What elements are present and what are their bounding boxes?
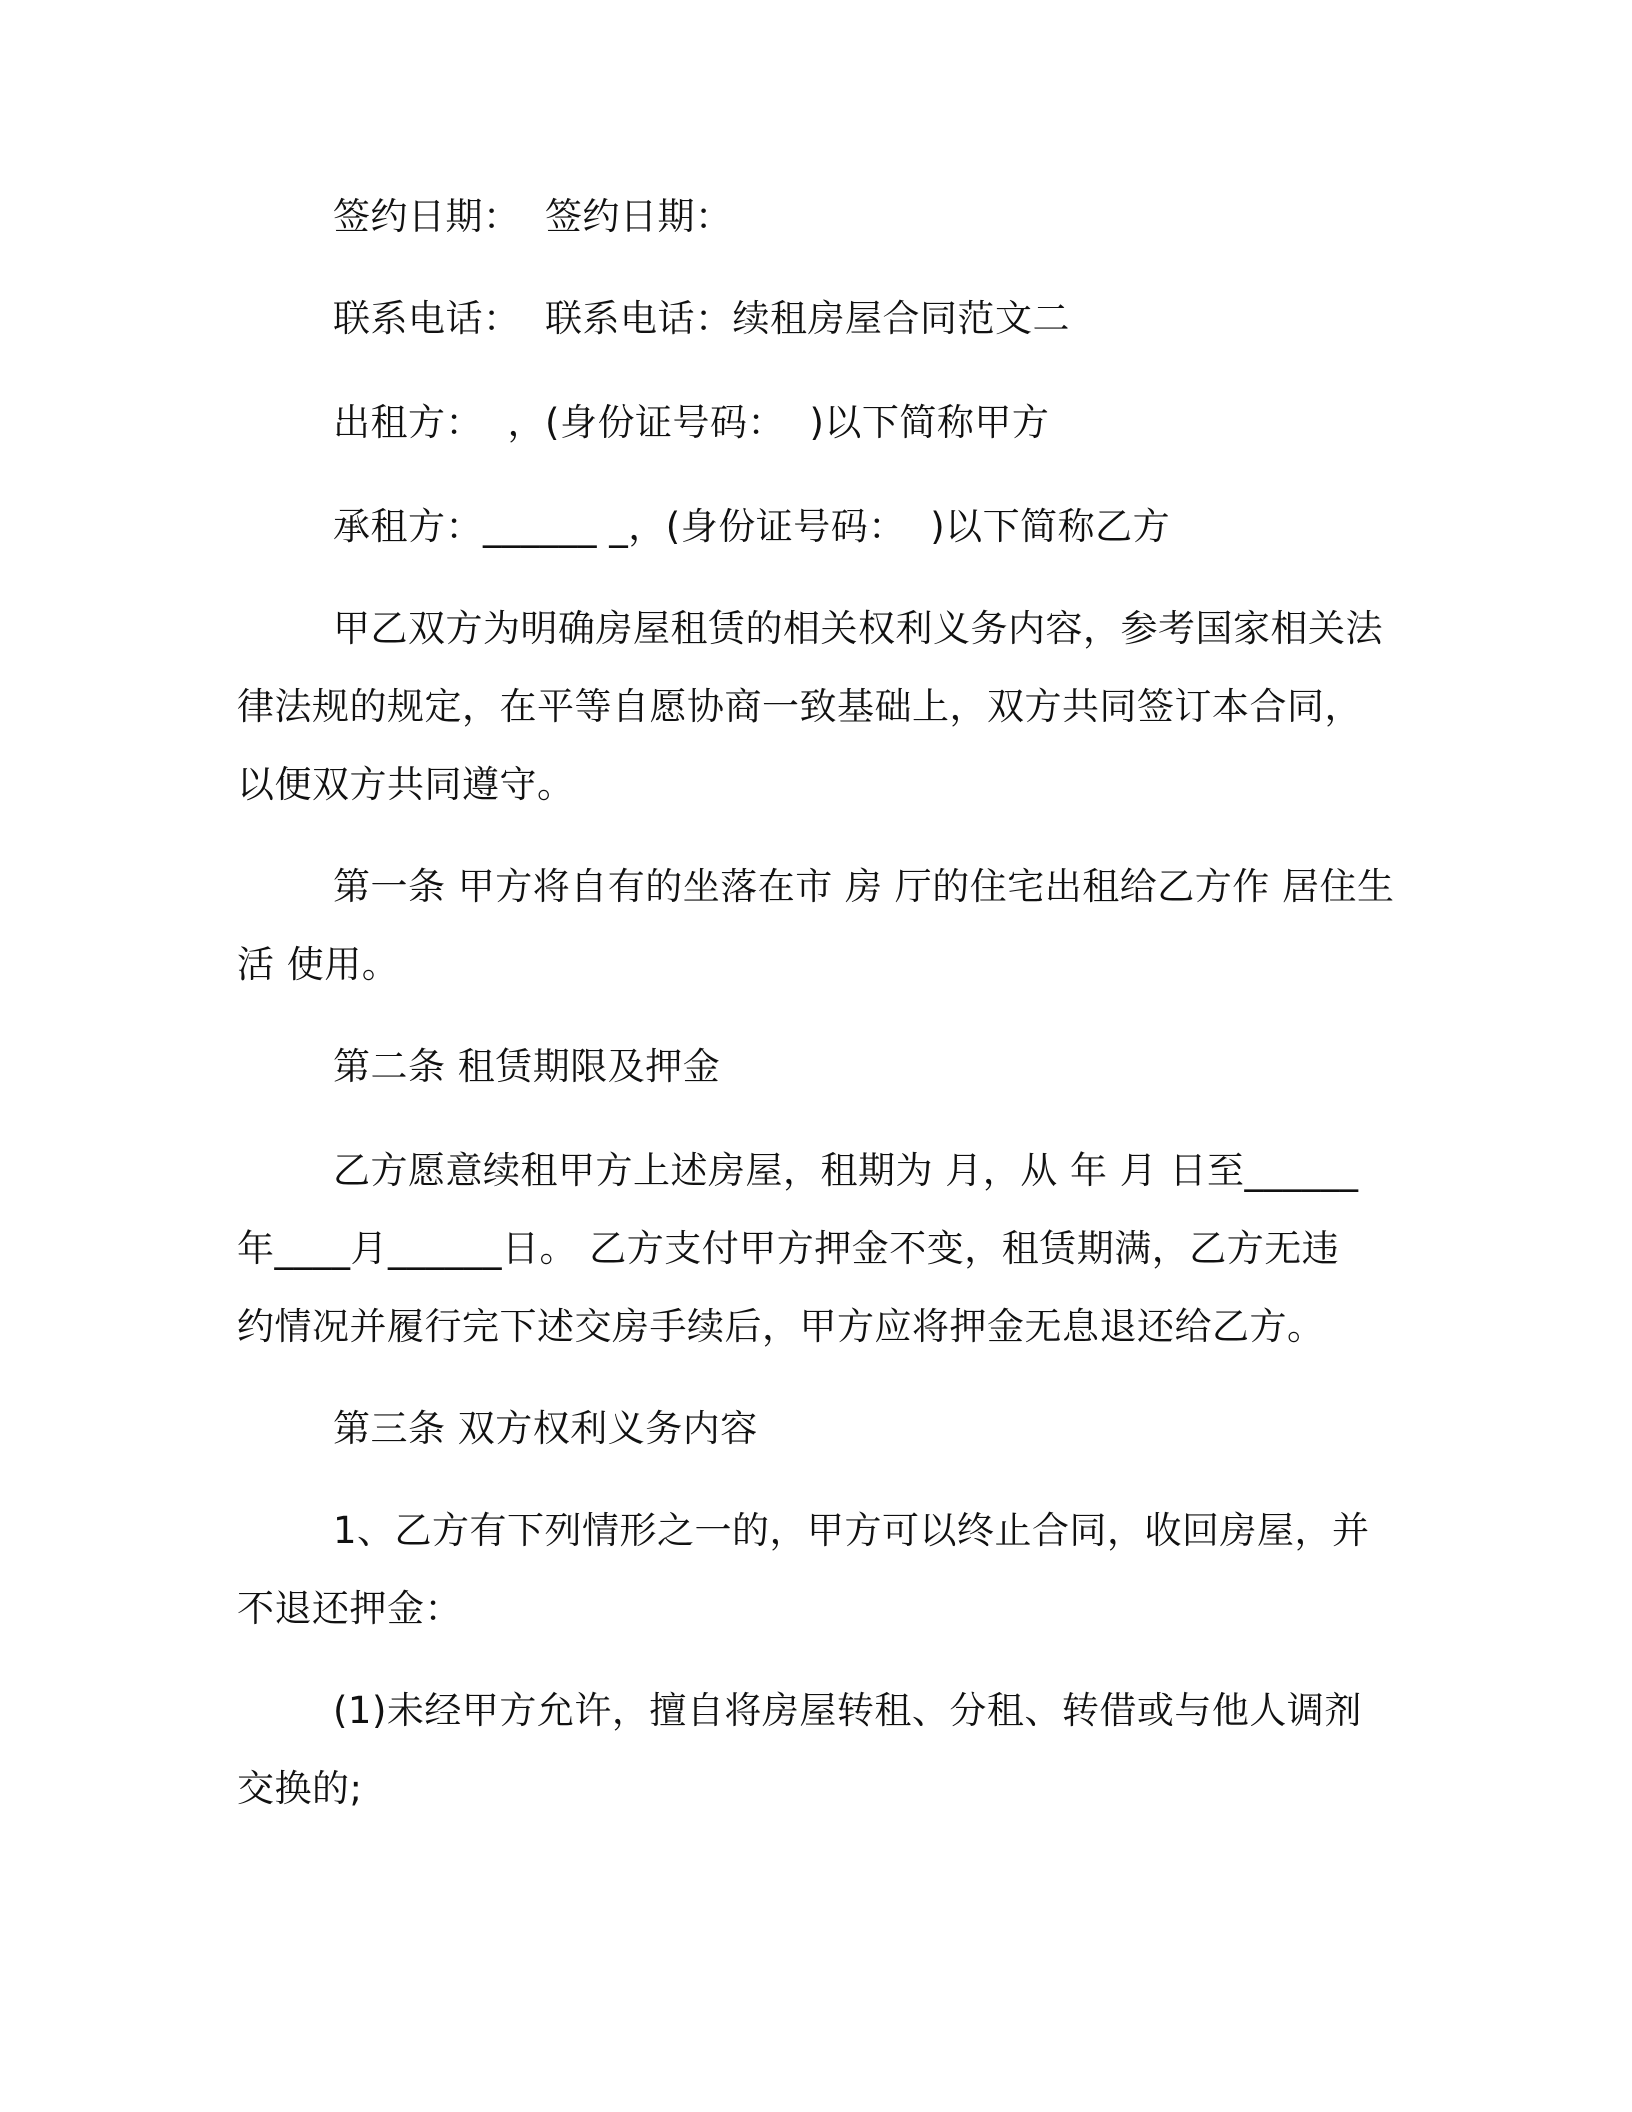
clause-1-1-line-1: (1)未经甲方允许，擅自将房屋转租、分租、转借或与他人调剂 — [333, 1689, 1362, 1732]
clause-1-line-1: 1、乙方有下列情形之一的，甲方可以终止合同，收回房屋，并 — [333, 1509, 1370, 1552]
article-1-line-1: 第一条 甲方将自有的坐落在市 房 厅的住宅出租给乙方作 居住生 — [333, 865, 1395, 908]
preamble-line-2: 律法规的规定，在平等自愿协商一致基础上，双方共同签订本合同， — [237, 685, 1362, 728]
preamble-line-3: 以便双方共同遵守。 — [237, 763, 575, 806]
article-1-line-2: 活 使用。 — [237, 943, 400, 986]
article-2-line-1: 乙方愿意续租甲方上述房屋，租期为 月，从 年 月 日至______ — [333, 1149, 1359, 1192]
lessor-line: 出租方： ，(身份证号码： )以下简称甲方 — [333, 401, 1050, 444]
article-2-line-2: 年____月______日。 乙方支付甲方押金不变，租赁期满，乙方无违 — [237, 1227, 1340, 1270]
preamble-line-1: 甲乙双方为明确房屋租赁的相关权利义务内容，参考国家相关法 — [333, 607, 1383, 650]
article-2-title: 第二条 租赁期限及押金 — [333, 1045, 721, 1088]
article-3-title: 第三条 双方权利义务内容 — [333, 1407, 758, 1450]
contact-phone-line: 联系电话： 联系电话：续租房屋合同范文二 — [333, 297, 1071, 340]
clause-1-1-line-2: 交换的; — [237, 1767, 363, 1810]
article-2-line-3: 约情况并履行完下述交房手续后，甲方应将押金无息退还给乙方。 — [237, 1305, 1325, 1348]
lessee-line: 承租方：______ _，(身份证号码： )以下简称乙方 — [333, 505, 1171, 548]
clause-1-line-2: 不退还押金： — [237, 1587, 462, 1630]
signing-date-line: 签约日期： 签约日期： — [333, 195, 733, 238]
